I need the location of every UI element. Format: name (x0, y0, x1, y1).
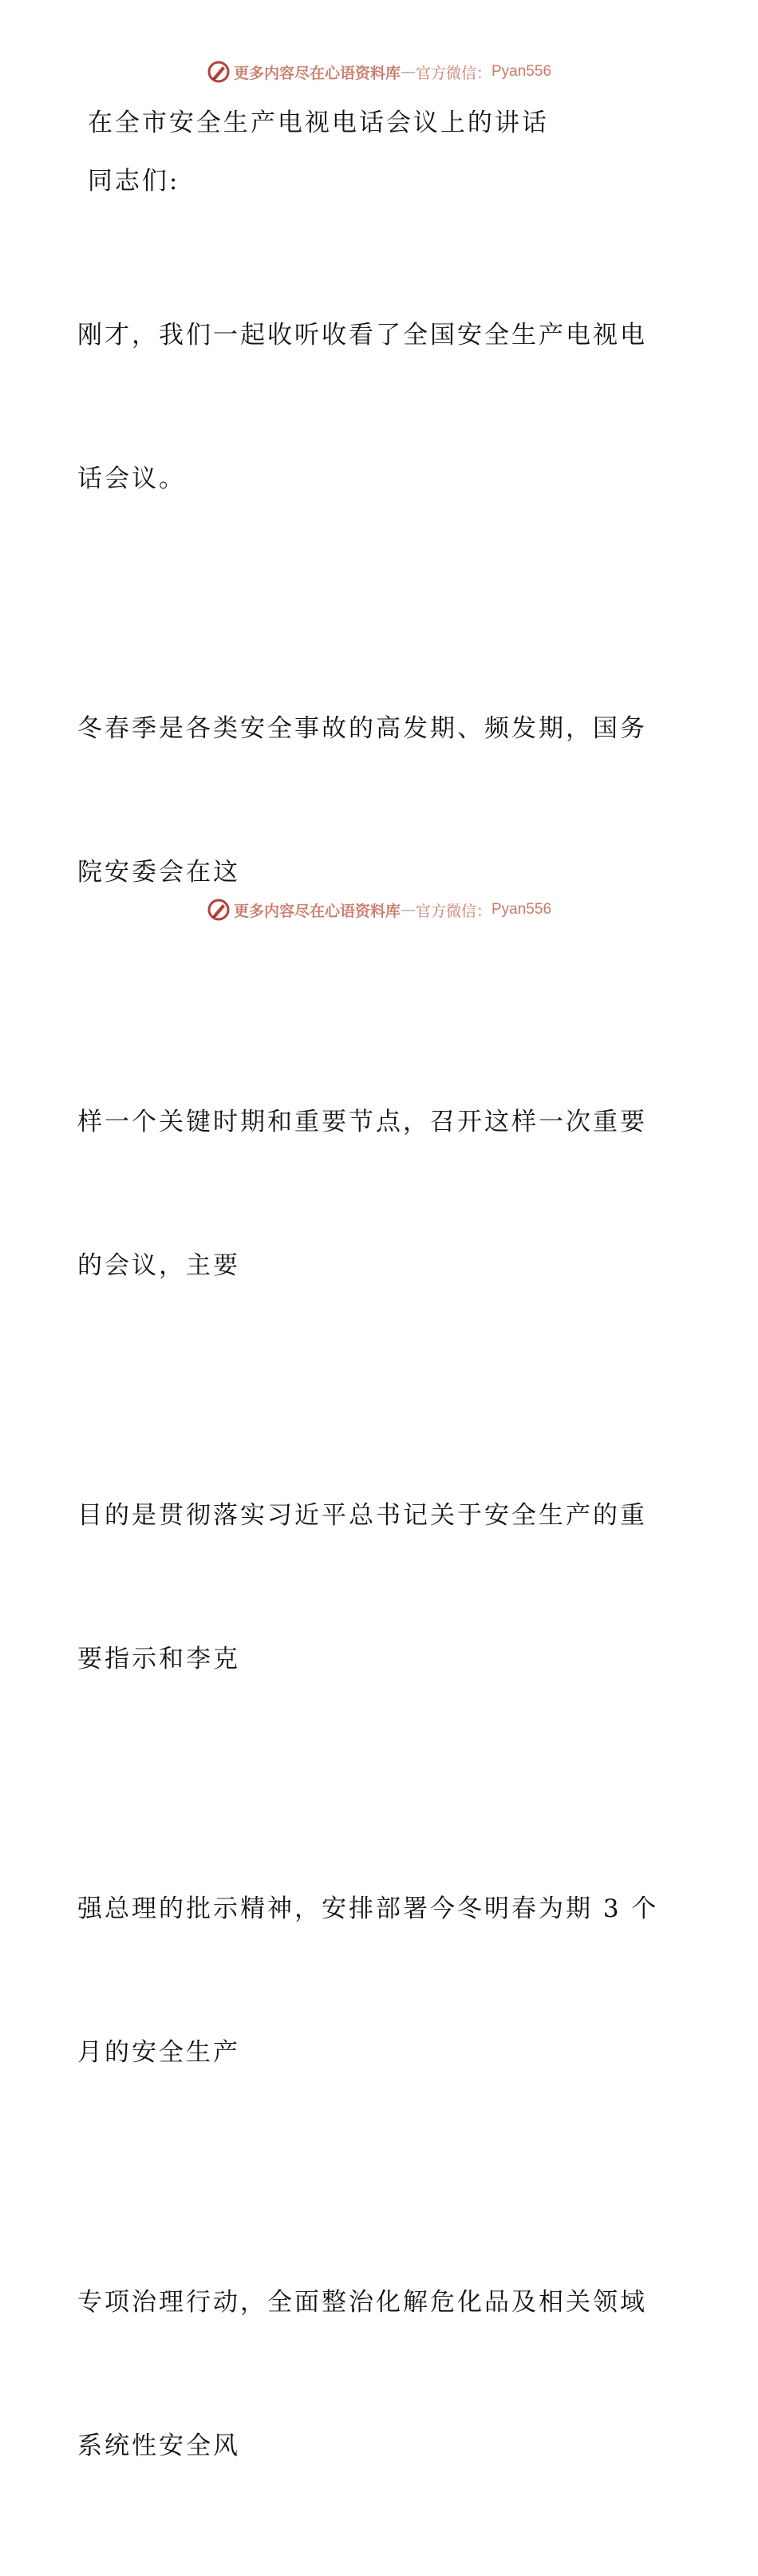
paragraph-line: 的会议，主要 (77, 1251, 240, 1280)
paragraph (77, 2183, 684, 2566)
paragraph (77, 609, 684, 992)
footer-watermark-banner (0, 894, 758, 926)
watermark-wechat-label: 官方微信： (415, 64, 492, 82)
pen-logo-icon (207, 60, 231, 84)
paragraph (77, 215, 684, 599)
watermark-wechat-id: Pyan556 (492, 901, 552, 918)
watermark-dash: — (400, 63, 416, 81)
paragraph-line: 目的是贯彻落实习近平总书记关于安全生产的重 (77, 1501, 647, 1530)
paragraph (77, 1396, 684, 1779)
paragraph-line: 专项治理行动，全面整治化解危化品及相关领域 (77, 2288, 647, 2317)
paragraph-line: 话会议。 (77, 464, 186, 493)
paragraph-line: 冬春季是各类安全事故的高发期、频发期，国务 (77, 714, 647, 743)
paragraph-line: 刚才，我们一起收听收看了全国安全生产电视电 (77, 321, 647, 350)
paragraph-line: 强总理的批示精神，安排部署今冬明春为期 3 个 (77, 1894, 659, 1923)
paragraph (77, 1002, 684, 1385)
header-watermark-banner (0, 56, 758, 88)
pen-logo-icon (207, 898, 231, 922)
watermark-text: 更多内容尽在心语资料库 (233, 64, 401, 82)
watermark-wechat-id: Pyan556 (492, 63, 552, 80)
paragraph-line: 样一个关键时期和重要节点，召开这样一次重要 (77, 1108, 647, 1136)
paragraph (77, 1789, 684, 2172)
paragraph-line: 系统性安全风 (77, 2432, 240, 2460)
salutation: 同志们: (77, 167, 180, 196)
watermark-text: 更多内容尽在心语资料库 (233, 902, 401, 920)
watermark-wechat-label: 官方微信： (415, 902, 492, 920)
document-body (77, 99, 684, 2576)
watermark-dash: — (400, 901, 416, 919)
paragraph-line: 要指示和李克 (77, 1645, 240, 1673)
document-title: 在全市安全生产电视电话会议上的讲话 (77, 109, 549, 137)
paragraph-line: 院安委会在这 (77, 858, 240, 887)
paragraph-line: 月的安全生产 (77, 2038, 240, 2067)
